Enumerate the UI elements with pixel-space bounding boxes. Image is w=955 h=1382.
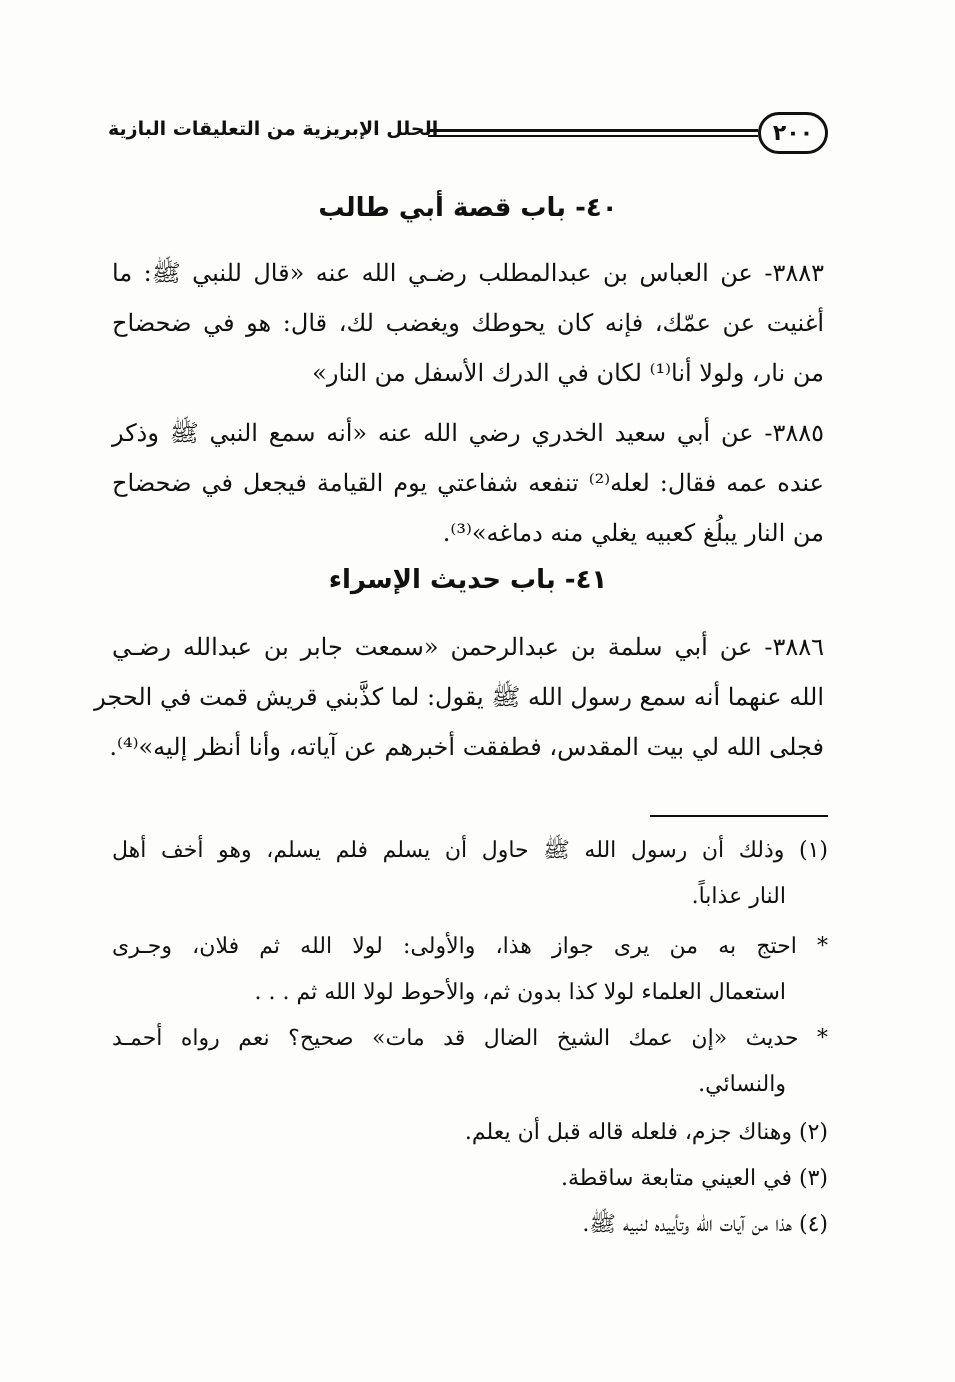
footnote-line: * احتج به من يرى جواز هذا، والأولى: لولا الله ثم فلان، وجـرى — [112, 934, 828, 959]
page-number: ٢٠٠ — [758, 112, 828, 154]
footnote-line: (٢) وهناك جزم، فلعله قاله قبل أن يعلم. — [464, 1120, 828, 1145]
footnote-line: (١) وذلك أن رسول الله ﷺ حاول أن يسلم فلم يسلم، وهو أخف أهل — [112, 838, 828, 863]
text-line: عنده عمه فقال: لعله⁽²⁾ تنفعه شفاعتي يوم القيامة فيجعل في ضحضاح — [112, 469, 824, 497]
text-line: فجلى الله لي بيت المقدس، فطفقت أخبرهم عن آياته، وأنا أنظر إليه»⁽⁴⁾. — [109, 733, 824, 761]
footnote-line: استعمال العلماء لولا كذا بدون ثم، والأحوط لولا الله ثم . . . — [254, 980, 786, 1005]
text-line: أغنيت عن عمّك، فإنه كان يحوطك ويغضب لك، قال: هو في ضحضاح — [112, 309, 824, 337]
running-header — [108, 112, 828, 158]
footnote-line: النار عذاباً. — [691, 884, 786, 909]
text-line: من النار يبلُغ كعبيه يغلي منه دماغه»⁽³⁾. — [442, 519, 824, 547]
running-title: الحلل الإبريزية من التعليقات البازية — [108, 118, 439, 140]
hadith-3885 — [112, 408, 824, 558]
footnote-note-b — [112, 1016, 828, 1108]
footnote-note-a — [112, 924, 828, 1016]
header-double-rule — [428, 129, 758, 137]
text-line: من نار، ولولا أنا⁽¹⁾ لكان في الدرك الأسفل من النار» — [312, 359, 824, 387]
footnote-4 — [112, 1202, 828, 1248]
text-line: ٣٨٨٦- عن أبي سلمة بن عبدالرحمن «سمعت جابر بن عبدالله رضـي — [112, 633, 824, 661]
footnote-line: * حديث «إن عمك الشيخ الضال قد مات» صحيح؟ نعم رواه أحمـد — [112, 1026, 828, 1051]
footnote-3 — [112, 1156, 828, 1202]
footnote-line: (٣) في العيني متابعة ساقطة. — [560, 1166, 828, 1191]
footnote-separator — [650, 815, 828, 817]
text-line: ٣٨٨٣- عن العباس بن عبدالمطلب رضـي الله عنه «قال للنبي ﷺ: ما — [112, 259, 824, 287]
footnote-line: (٤) هذا من آيات الله وتأييده لنبيه ﷺ. — [582, 1212, 828, 1237]
hadith-3886 — [94, 622, 824, 772]
footnote-1 — [112, 828, 828, 920]
text-line: ٣٨٨٥- عن أبي سعيد الخدري رضي الله عنه «أنه سمع النبي ﷺ وذكر — [112, 419, 824, 447]
footnote-2 — [112, 1110, 828, 1156]
chapter-heading-40: ٤٠- باب قصة أبي طالب — [318, 193, 618, 223]
hadith-3883 — [112, 248, 824, 398]
text-line: الله عنهما أنه سمع رسول الله ﷺ يقول: لما كذَّبني قريش قمت في الحجر — [94, 683, 824, 711]
chapter-heading-41: ٤١- باب حديث الإسراء — [328, 565, 608, 595]
footnote-line: والنسائي. — [698, 1072, 786, 1097]
